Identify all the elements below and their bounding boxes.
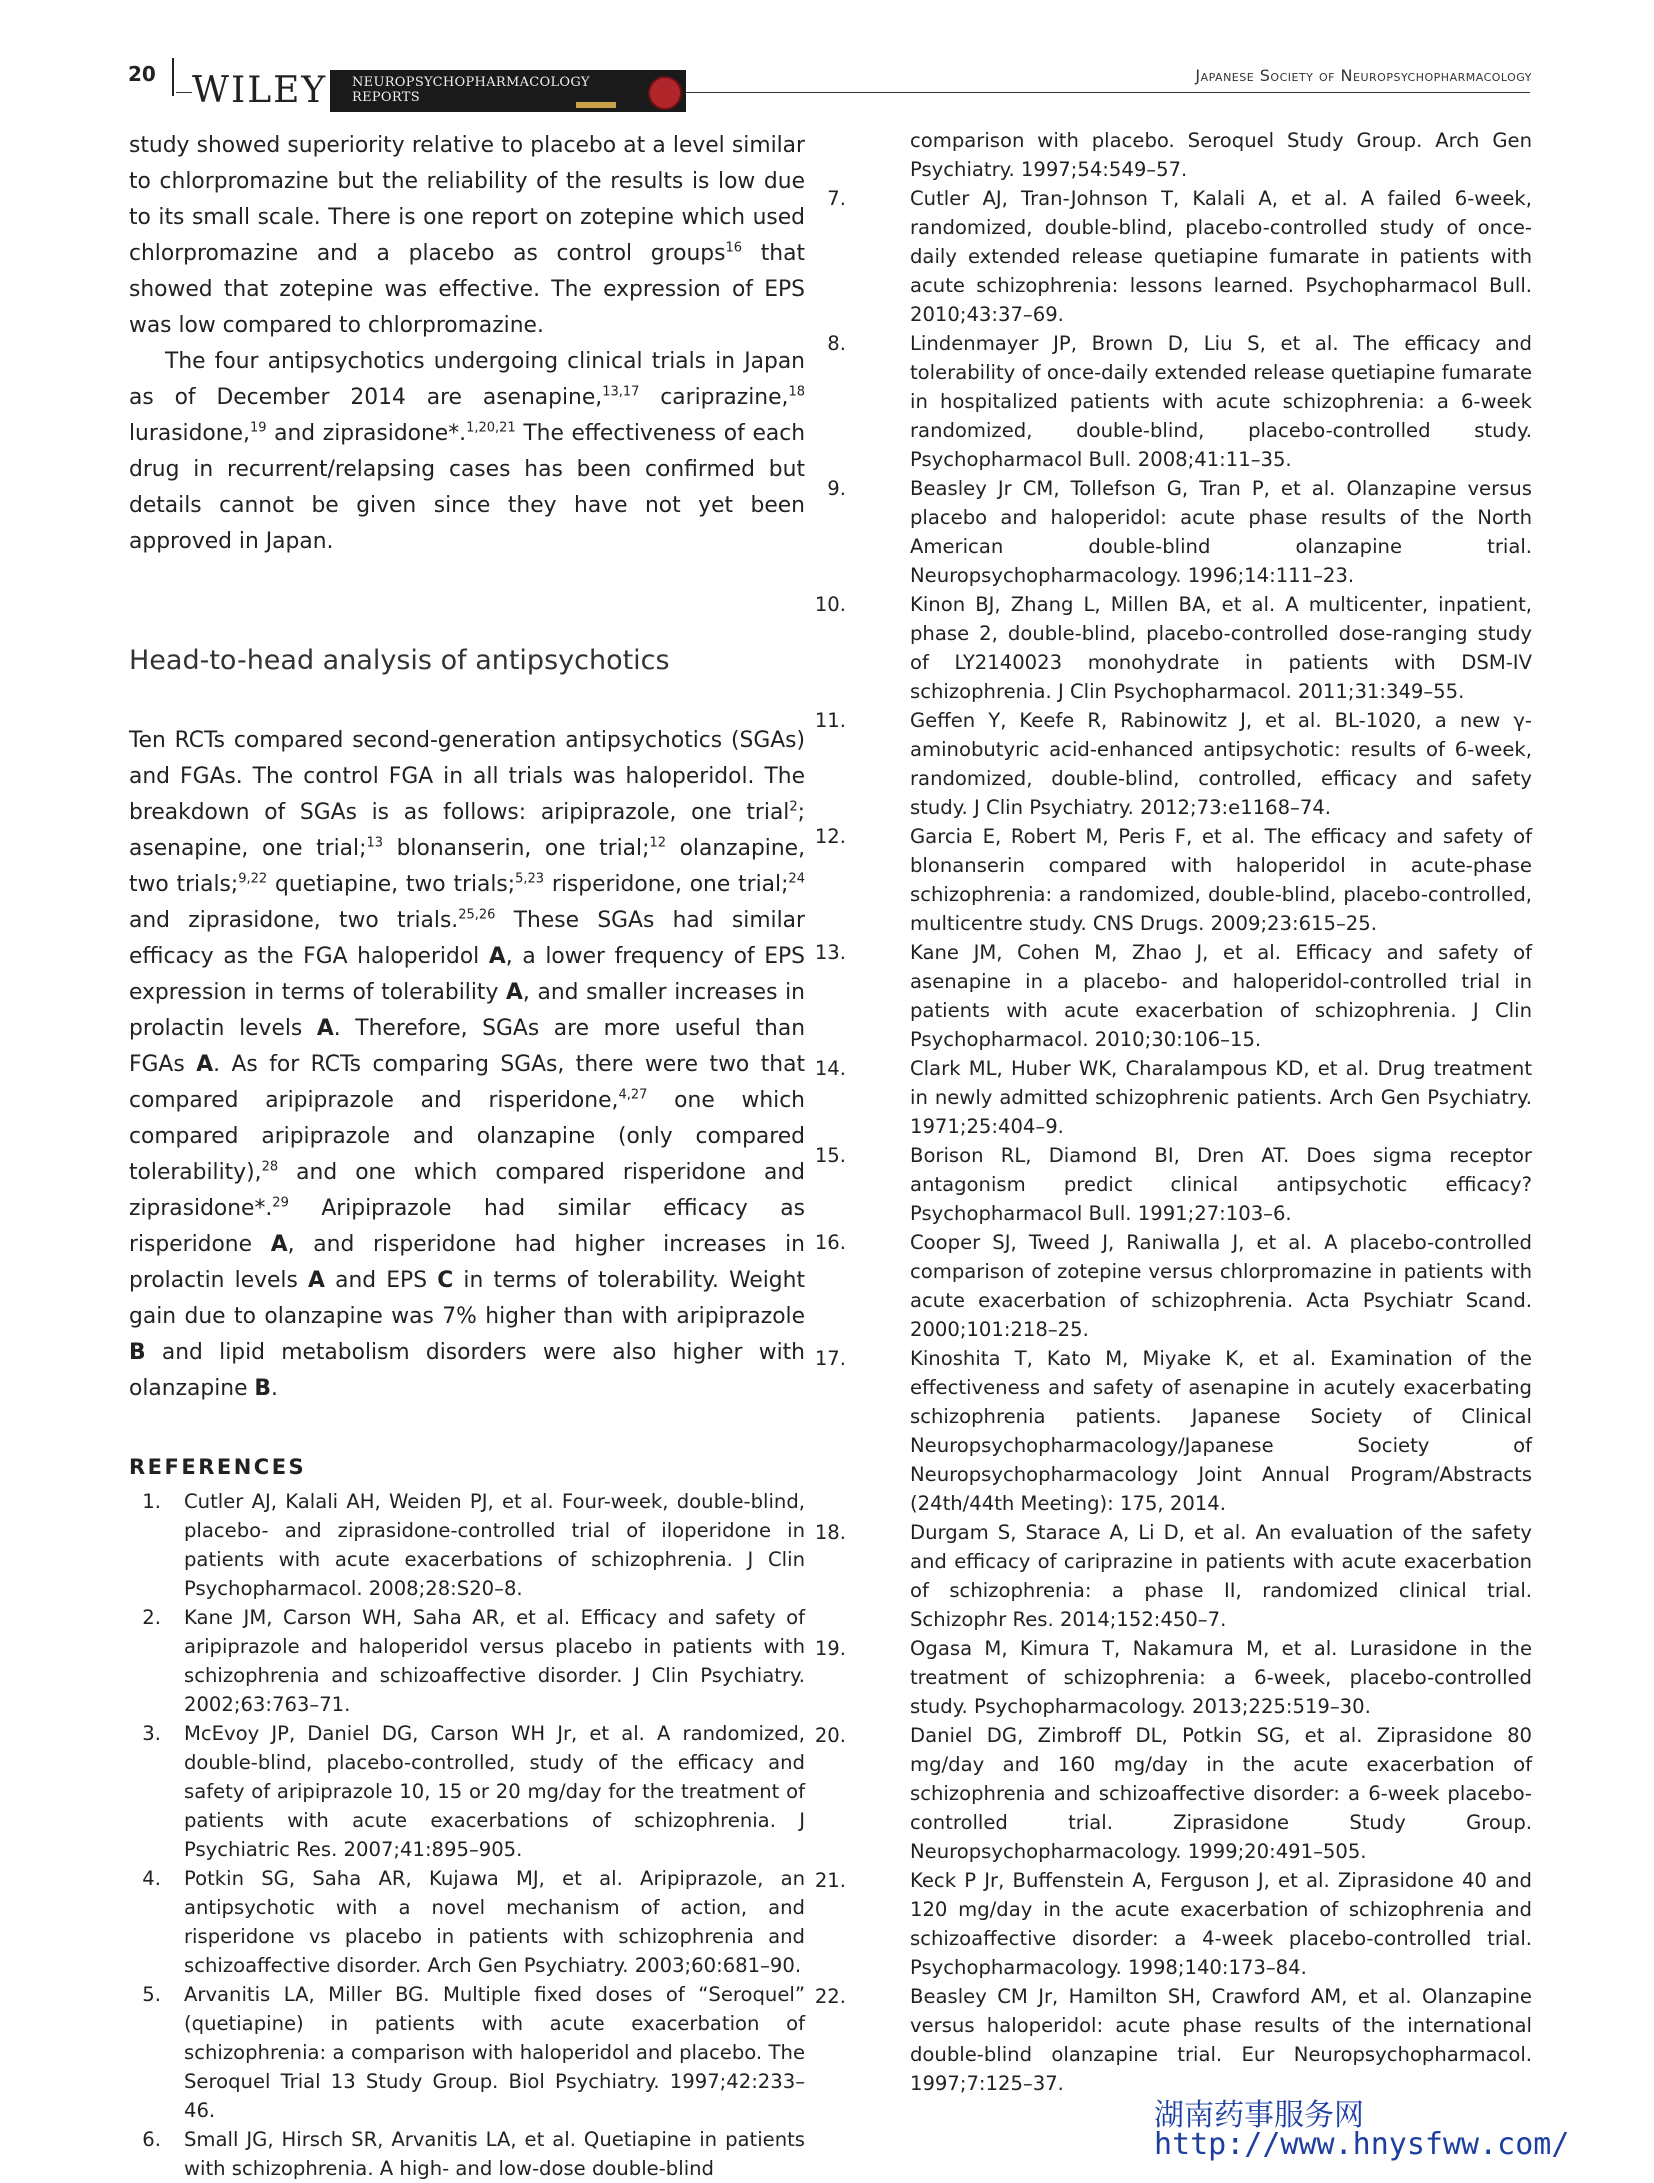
reference-text: Potkin SG, Saha AR, Kujawa MJ, et al. Aripiprazole, an antipsychotic with a novel mechanism of action, and risperidone vs placebo in patients with schizophrenia and schizoaffective disorder. Arch Gen Psychiatry. 2003;60:681–90.: [184, 1867, 805, 1977]
paragraph-3-text: , and risperidone had higher increases in prolactin levels: [129, 1232, 805, 1293]
section-title: Head-to-head analysis of antipsychotics: [129, 645, 670, 676]
reference-item: [814, 1141, 1532, 1228]
watermark-site-name: 湖南药事服务网: [1154, 2098, 1364, 2133]
citation: 28: [261, 1159, 279, 1175]
reference-item: [129, 1719, 805, 1864]
reference-item: [129, 2125, 805, 2183]
reference-number: 19.: [814, 1637, 846, 1660]
reference-item: [814, 1228, 1532, 1344]
reference-number: 5.: [142, 1983, 161, 2006]
paragraph-2-text: and ziprasidone*.: [266, 421, 467, 446]
publisher-logo: WILEY: [192, 70, 333, 111]
reference-item: [814, 1866, 1532, 1982]
reference-text: Arvanitis LA, Miller BG. Multiple fixed doses of “Seroquel” (quetiapine) in patients with acute exacerbation of schizophrenia: a comparison with haloperidol and placebo. The Seroquel Trial 13 Study Group. Biol Psychiatry. 1997;42:233–46.: [184, 1983, 805, 2122]
paragraph-3-text: one which compared aripiprazole and olanzapine (only compared tolerability),: [129, 1088, 805, 1185]
reference-continuation: [858, 126, 1532, 184]
reference-item: [814, 590, 1532, 706]
reference-number: 14.: [814, 1057, 846, 1080]
reference-text: Kane JM, Carson WH, Saha AR, et al. Efficacy and safety of aripiprazole and haloperidol versus placebo in patients with schizophrenia and schizoaffective disorder. J Clin Psychiatry. 2002;63:763–71.: [184, 1606, 805, 1716]
citation: 4,27: [618, 1087, 648, 1103]
reference-text: Keck P Jr, Buffenstein A, Ferguson J, et al. Ziprasidone 40 and 120 mg/day in the acute exacerbation of schizophrenia and schizoaffective disorder: a 4-week placebo-controlled trial. Psychopharmacology. 1998;140:173–84.: [910, 1869, 1532, 1979]
references-list-right: [814, 126, 1532, 2098]
reference-item: [129, 1487, 805, 1603]
reference-text: Garcia E, Robert M, Peris F, et al. The efficacy and safety of blonanserin compared with haloperidol in acute-phase schizophrenia: a randomized, double-blind, placebo-controlled, multicentre study. CNS Drugs. 2009;23:615–25.: [910, 825, 1532, 935]
paragraph-1: [129, 128, 805, 344]
reference-item: [827, 329, 1532, 474]
reference-number: 2.: [142, 1606, 161, 1629]
paragraph-3-text: ; asenapine, one trial;: [129, 800, 805, 861]
reference-item: [814, 706, 1532, 822]
citation: 12: [649, 835, 666, 851]
paragraph-2-text: The effectiveness of each drug in recurrent/relapsing cases has been confirmed but details cannot be given since they have not yet been approved in Japan.: [129, 421, 806, 554]
references-title: REFERENCES: [129, 1455, 307, 1479]
paragraph-3-text: and one which compared risperidone and ziprasidone*.: [129, 1160, 805, 1221]
evidence-grade: A: [308, 1268, 325, 1293]
evidence-grade: B: [254, 1376, 272, 1401]
reference-item: [827, 474, 1532, 590]
reference-number: 7.: [827, 187, 846, 210]
reference-text: Kinoshita T, Kato M, Miyake K, et al. Examination of the effectiveness and safety of asenapine in acutely exacerbating schizophrenia patients. Japanese Society of Clinical Neuropsychopharmacology/Japanese Society of Neuropsychopharmacology Joint Annual Program/Abstracts (24th/44th Meeting): 175, 2014.: [910, 1347, 1532, 1515]
reference-text: Cooper SJ, Tweed J, Raniwalla J, et al. A placebo-controlled comparison of zotepine versus chlorpromazine in patients with acute exacerbation of schizophrenia. Acta Psychiatr Scand. 2000;101:218–25.: [910, 1231, 1532, 1341]
reference-number: 20.: [814, 1724, 846, 1747]
reference-text: Beasley Jr CM, Tollefson G, Tran P, et al. Olanzapine versus placebo and haloperidol: acute phase results of the North American double-blind olanzapine trial. Neuropsychopharmacology. 1996;14:111–23.: [910, 477, 1532, 587]
left-column: [129, 128, 805, 2183]
reference-item: [814, 1518, 1532, 1634]
reference-item: [814, 822, 1532, 938]
reference-item: [129, 1864, 805, 1980]
reference-number: 13.: [814, 941, 846, 964]
citation: 24: [788, 871, 805, 887]
paragraph-3-text: .: [271, 1376, 278, 1401]
paragraph-2: [129, 344, 805, 560]
citation: 1,20,21: [466, 420, 516, 436]
citation: 16: [725, 240, 743, 256]
reference-text: Ogasa M, Kimura T, Nakamura M, et al. Lurasidone in the treatment of schizophrenia: a 6-week, placebo-controlled study. Psychopharmacology. 2013;225:519–30.: [910, 1637, 1532, 1718]
society-name: Japanese Society of Neuropsychopharmacology: [1195, 66, 1532, 85]
paragraph-2-text: The four antipsychotics undergoing clinical trials in Japan as of December 2014 are asenapine,: [129, 349, 805, 410]
reference-text: Cutler AJ, Tran-Johnson T, Kalali A, et al. A failed 6-week, randomized, double-blind, placebo-controlled study of once-daily extended release quetiapine fumarate in patients with acute schizophrenia: lessons learned. Psychopharmacol Bull. 2010;43:37–69.: [910, 187, 1532, 326]
paragraph-2-text: cariprazine,: [639, 385, 789, 410]
citation: 5,23: [515, 871, 545, 887]
paragraph-3-text: and EPS: [324, 1268, 438, 1293]
reference-text: Clark ML, Huber WK, Charalampous KD, et al. Drug treatment in newly admitted schizophrenic patients. Arch Gen Psychiatry. 1971;25:404–9.: [910, 1057, 1532, 1138]
paragraph-1-text: study showed superiority relative to placebo at a level similar to chlorpromazine but the reliability of the results is low due to its small scale. There is one report on zotepine which used chlorpromazine and a placebo as control groups: [129, 133, 805, 266]
journal-name-line2: REPORTS: [352, 90, 420, 105]
citation: 13: [366, 835, 383, 851]
paragraph-3-text: . As for RCTs comparing SGAs, there were two that compared aripiprazole and risperidone,: [129, 1052, 806, 1113]
reference-text: Kane JM, Cohen M, Zhao J, et al. Efficacy and safety of asenapine in a placebo- and haloperidol-controlled trial in patients with acute exacerbation of schizophrenia. J Clin Psychopharmacol. 2010;30:106–15.: [910, 941, 1532, 1051]
reference-number: 1.: [142, 1490, 161, 1513]
reference-item: [814, 1344, 1532, 1518]
reference-text: Borison RL, Diamond BI, Dren AT. Does sigma receptor antagonism predict clinical antipsychotic efficacy? Psychopharmacol Bull. 1991;27:103–6.: [910, 1144, 1532, 1225]
citation: 13,17: [602, 384, 640, 400]
paragraph-3-text: quetiapine, two trials;: [267, 872, 516, 897]
reference-item: [814, 1634, 1532, 1721]
reference-number: 11.: [814, 709, 846, 732]
paragraph-2-text: lurasidone,: [129, 421, 250, 446]
reference-item: [814, 1721, 1532, 1866]
reference-item: [814, 1982, 1532, 2098]
reference-number: 3.: [142, 1722, 161, 1745]
citation: 29: [272, 1195, 289, 1211]
citation: 9,22: [238, 871, 268, 887]
reference-item: [814, 1054, 1532, 1141]
reference-item: [814, 938, 1532, 1054]
paragraph-3-text: These SGAs had similar efficacy as the FGA haloperidol: [129, 908, 805, 969]
reference-number: 8.: [827, 332, 846, 355]
journal-name-line1: NEUROPSYCHOPHARMACOLOGY: [352, 75, 590, 90]
reference-number: 17.: [814, 1347, 846, 1370]
evidence-grade: A: [506, 980, 523, 1005]
reference-text: Beasley CM Jr, Hamilton SH, Crawford AM, et al. Olanzapine versus haloperidol: acute phase results of the international double-blind olanzapine trial. Eur Neuropsychopharmacol. 1997;7:125–37.: [910, 1985, 1532, 2095]
paragraph-3-text: and lipid metabolism disorders were also higher with olanzapine: [129, 1340, 805, 1401]
paragraph-3-text: . Therefore, SGAs are more useful than FGAs: [129, 1016, 806, 1077]
reference-number: 12.: [814, 825, 846, 848]
reference-text: comparison with placebo. Seroquel Study Group. Arch Gen Psychiatry. 1997;54:549–57.: [910, 129, 1532, 181]
reference-text: Cutler AJ, Kalali AH, Weiden PJ, et al. Four-week, double-blind, placebo- and ziprasidone-controlled trial of iloperidone in patients with acute exacerbations of schizophrenia. J Clin Psychopharmacol. 2008;28:S20–8.: [184, 1490, 805, 1600]
citation: 2: [789, 799, 798, 815]
reference-number: 4.: [142, 1867, 161, 1890]
paragraph-3-text: and ziprasidone, two trials.: [129, 908, 459, 933]
paragraph-3-text: , a lower frequency of EPS expression in terms of tolerability: [129, 944, 805, 1005]
reference-item: [129, 1603, 805, 1719]
right-column: [814, 126, 1532, 2098]
reference-number: 16.: [814, 1231, 846, 1254]
citation: 18: [788, 384, 805, 400]
evidence-grade: B: [129, 1340, 146, 1365]
evidence-grade: C: [437, 1268, 454, 1293]
paragraph-3-text: Aripiprazole had similar efficacy as risperidone: [129, 1196, 805, 1257]
watermark-url[interactable]: http://www.hnysfww.com/: [1154, 2127, 1570, 2162]
journal-banner: [330, 70, 686, 112]
reference-number: 21.: [814, 1869, 846, 1892]
reference-text: Small JG, Hirsch SR, Arvanitis LA, et al. Quetiapine in patients with schizophrenia. A high- and low-dose double-blind: [184, 2128, 805, 2180]
reference-item: [827, 184, 1532, 329]
reference-number: 18.: [814, 1521, 846, 1544]
paragraph-3-text: Ten RCTs compared second-generation antipsychotics (SGAs) and FGAs. The control FGA in all trials was haloperidol. The breakdown of SGAs is as follows: aripiprazole, one trial: [129, 728, 805, 825]
reference-number: 22.: [814, 1985, 846, 2008]
citation: 25,26: [458, 907, 496, 923]
journal-seal-icon: [648, 76, 682, 110]
paragraph-3-text: , and smaller increases in prolactin levels: [129, 980, 805, 1041]
reference-text: Geffen Y, Keefe R, Rabinowitz J, et al. BL-1020, a new γ-aminobutyric acid-enhanced antipsychotic: results of 6-week, randomized, double-blind, controlled, efficacy and safety study. J Clin Psychiatry. 2012;73:e1168–74.: [910, 709, 1532, 819]
evidence-grade: A: [488, 944, 506, 969]
paragraph-3: [129, 723, 805, 1407]
reference-item: [129, 1980, 805, 2125]
reference-number: 9.: [827, 477, 846, 500]
reference-text: Daniel DG, Zimbroff DL, Potkin SG, et al. Ziprasidone 80 mg/day and 160 mg/day in the acute exacerbation of schizophrenia and schizoaffective disorder: a 6-week placebo-controlled trial. Ziprasidone Study Group. Neuropsychopharmacology. 1999;20:491–505.: [910, 1724, 1532, 1863]
paragraph-1-end: that showed that zotepine was effective. The expression of EPS was low compared to chlorpromazine.: [129, 241, 806, 338]
reference-number: 15.: [814, 1144, 846, 1167]
reference-text: Kinon BJ, Zhang L, Millen BA, et al. A multicenter, inpatient, phase 2, double-blind, placebo-controlled dose-ranging study of LY2140023 monohydrate in patients with DSM-IV schizophrenia. J Clin Psychopharmacol. 2011;31:349–55.: [910, 593, 1532, 703]
reference-number: 6.: [142, 2128, 161, 2151]
reference-text: McEvoy JP, Daniel DG, Carson WH Jr, et al. A randomized, double-blind, placebo-controlled, study of the efficacy and safety of aripiprazole 10, 15 or 20 mg/day for the treatment of patients with acute exacerbations of schizophrenia. J Psychiatric Res. 2007;41:895–905.: [184, 1722, 805, 1861]
reference-text: Durgam S, Starace A, Li D, et al. An evaluation of the safety and efficacy of cariprazine in patients with acute exacerbation of schizophrenia: a phase II, randomized clinical trial. Schizophr Res. 2014;152:450–7.: [910, 1521, 1532, 1631]
citation: 19: [249, 420, 267, 436]
reference-text: Lindenmayer JP, Brown D, Liu S, et al. The efficacy and tolerability of once-daily extended release quetiapine fumarate in hospitalized patients with acute schizophrenia: a 6-week randomized, double-blind, placebo-controlled study. Psychopharmacol Bull. 2008;41:11–35.: [910, 332, 1532, 471]
paragraph-3-text: blonanserin, one trial;: [382, 836, 650, 861]
header-tick-divider: [172, 58, 174, 96]
paragraph-3-text: olanzapine, two trials;: [129, 836, 805, 897]
reference-number: 10.: [814, 593, 846, 616]
evidence-grade: A: [196, 1052, 214, 1077]
paragraph-3-text: risperidone, one trial;: [544, 872, 789, 897]
banner-accent-bar: [576, 102, 616, 108]
evidence-grade: A: [270, 1232, 288, 1257]
page-number: 20: [128, 62, 156, 86]
paragraph-3-text: in terms of tolerability. Weight gain due to olanzapine was 7% higher than with aripiprazole: [129, 1268, 806, 1329]
evidence-grade: A: [316, 1016, 334, 1041]
references-list-left: [129, 1487, 805, 2183]
